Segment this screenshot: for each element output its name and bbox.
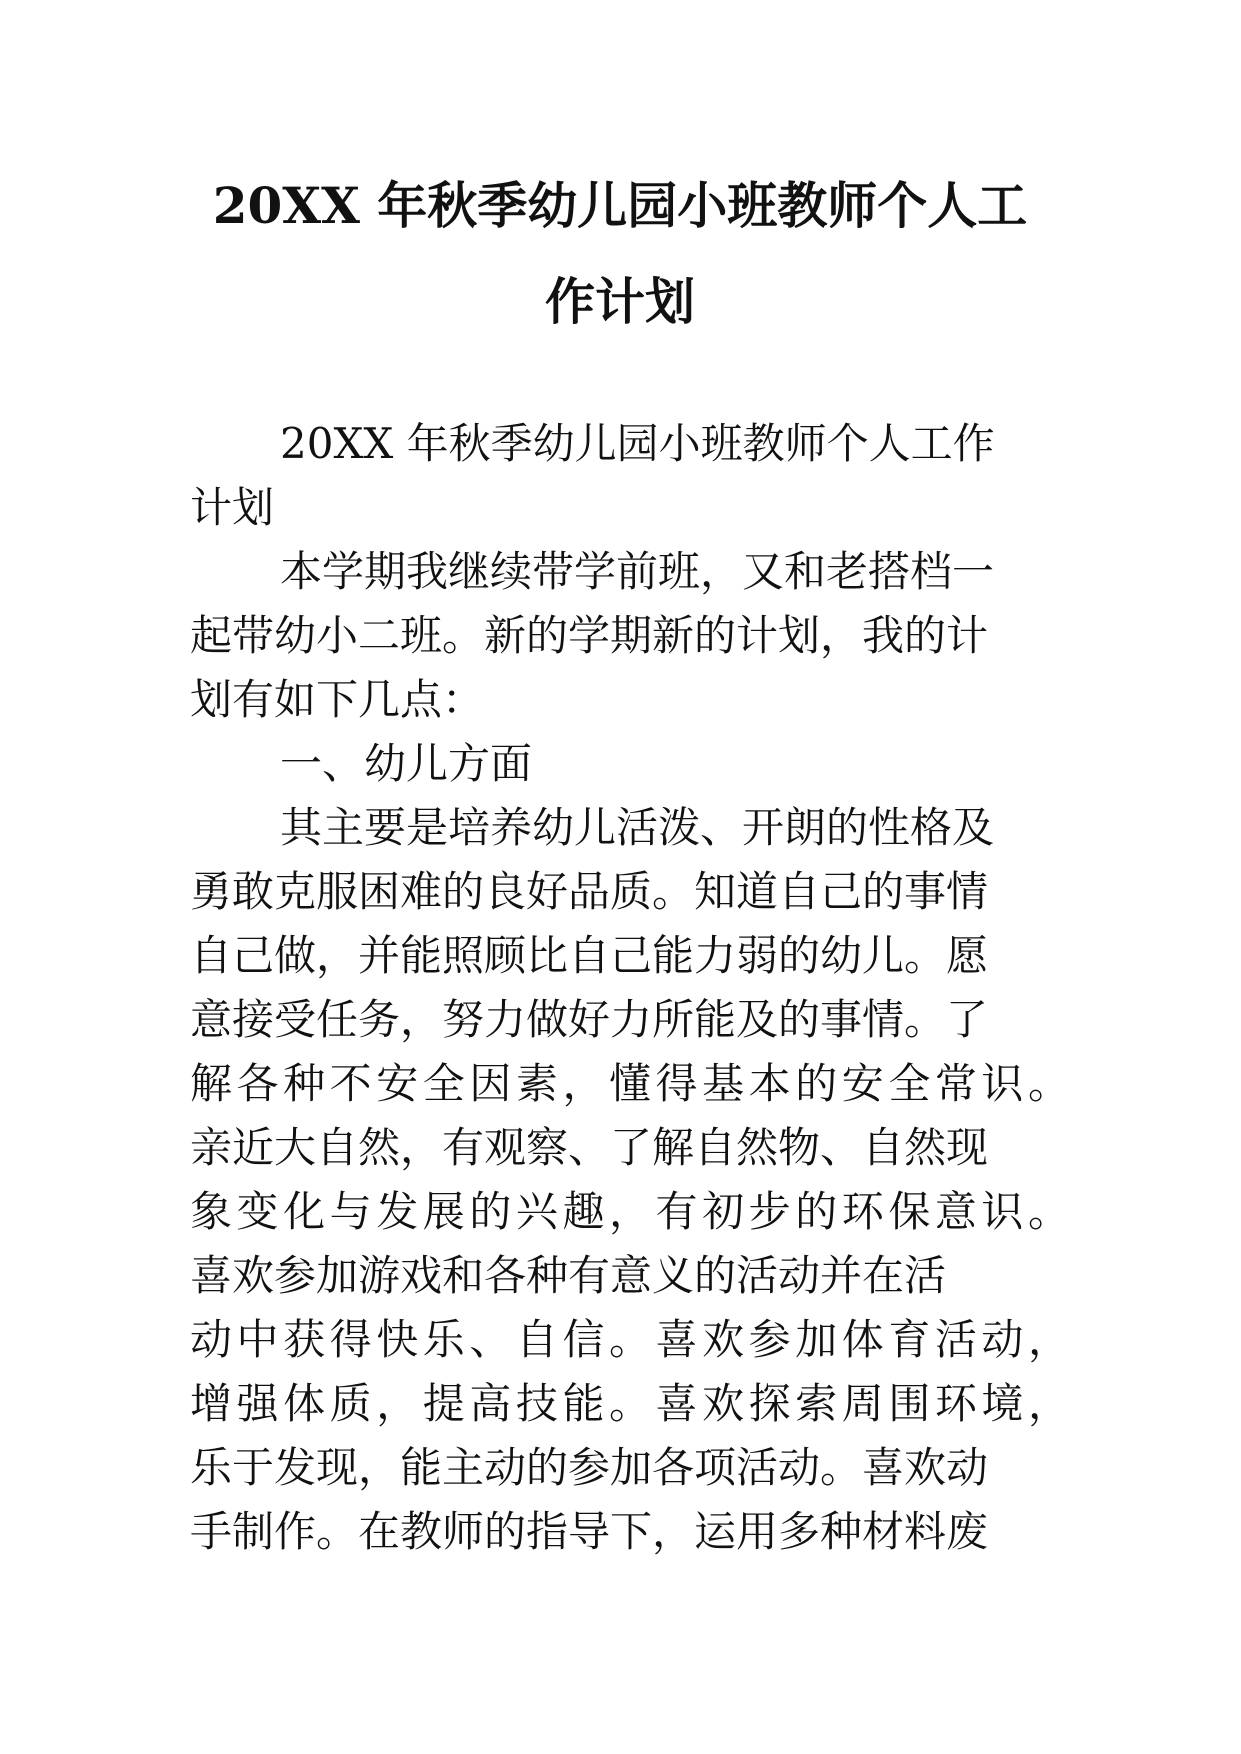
body-line: 动中获得快乐、自信。喜欢参加体育活动， xyxy=(190,1315,1070,1364)
body-line: 其主要是培养幼儿活泼、开朗的性格及 xyxy=(280,803,995,852)
body-line: 自己做，并能照顾比自己能力弱的幼儿。愿 xyxy=(190,931,989,980)
body-line: 喜欢参加游戏和各种有意义的活动并在活 xyxy=(190,1251,947,1300)
title-line-1: 20XX 年秋季幼儿园小班教师个人工 xyxy=(212,176,1028,235)
body-line: 勇敢克服困难的良好品质。知道自己的事情 xyxy=(190,867,989,916)
title-line-2: 作计划 xyxy=(545,272,695,331)
body-line: 乐于发现，能主动的参加各项活动。喜欢动 xyxy=(190,1443,989,1492)
body-line: 计划 xyxy=(190,483,275,532)
document-body xyxy=(190,412,1070,1564)
body-line: 亲近大自然，有观察、了解自然物、自然现 xyxy=(190,1123,989,1172)
body-line: 象变化与发展的兴趣，有初步的环保意识。 xyxy=(190,1187,1070,1236)
body-line: 手制作。在教师的指导下，运用多种材料废 xyxy=(190,1507,989,1556)
body-line: 划有如下几点： xyxy=(190,675,485,724)
body-line: 本学期我继续带学前班，又和老搭档一 xyxy=(280,547,995,596)
body-line: 一、幼儿方面 xyxy=(280,739,533,788)
body-line: 意接受任务，努力做好力所能及的事情。了 xyxy=(190,995,989,1044)
body-line: 解各种不安全因素，懂得基本的安全常识。 xyxy=(190,1059,1070,1108)
document-title xyxy=(150,158,1090,350)
body-line: 起带幼小二班。新的学期新的计划，我的计 xyxy=(190,611,989,660)
body-line: 20XX 年秋季幼儿园小班教师个人工作 xyxy=(280,419,995,468)
body-line: 增强体质，提高技能。喜欢探索周围环境， xyxy=(190,1379,1070,1428)
